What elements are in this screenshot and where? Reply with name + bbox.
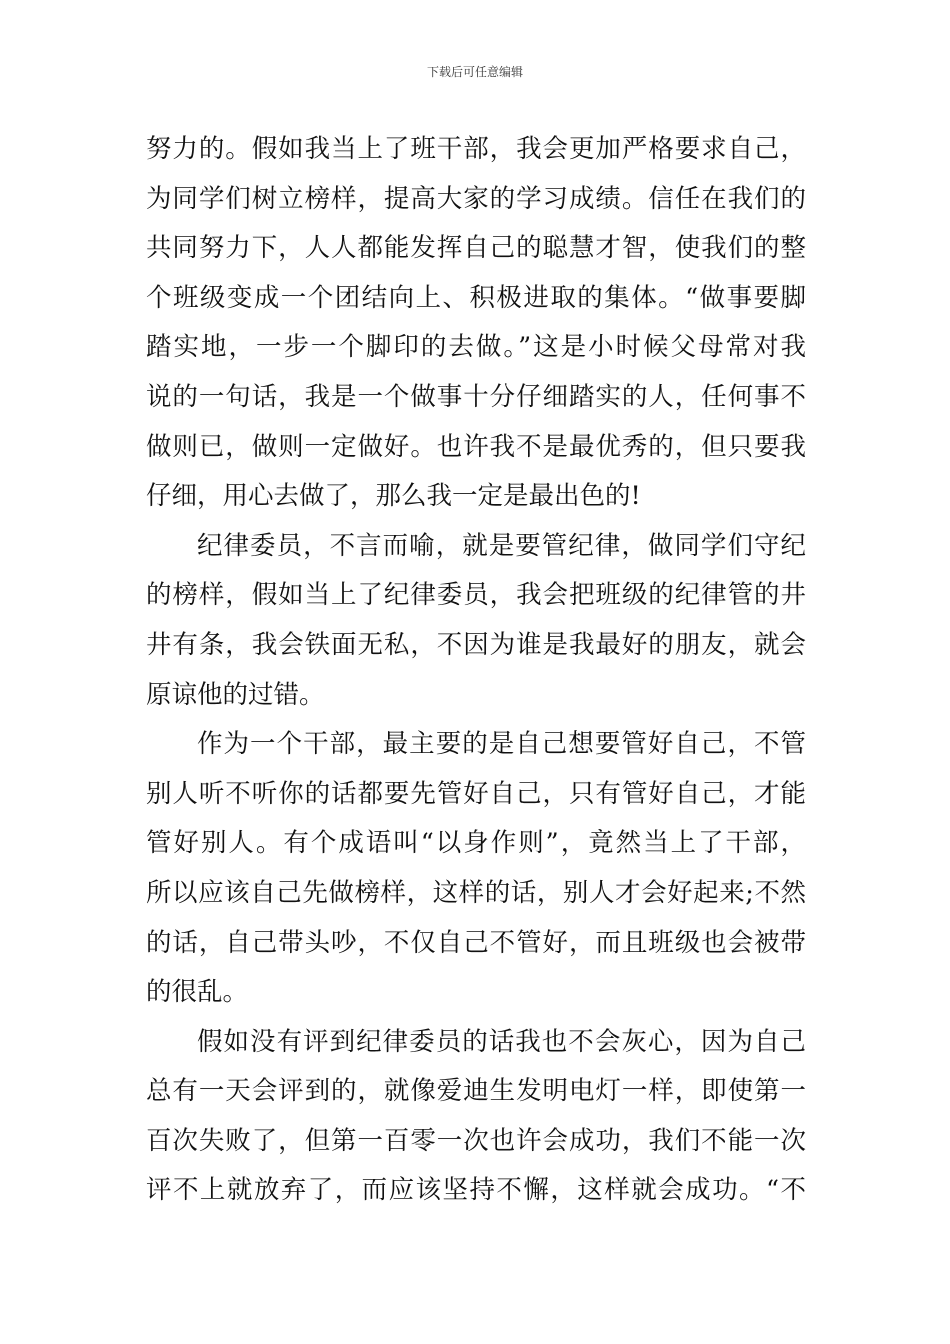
text-line: 为同学们树立榜样，提高大家的学习成绩。信任在我们的 bbox=[146, 183, 806, 214]
text-line: 总有一天会评到的，就像爱迪生发明电灯一样，即使第一 bbox=[146, 1076, 806, 1107]
page-header-note: 下载后可任意编辑 bbox=[426, 65, 523, 79]
text-line: 做则已，做则一定做好。也许我不是最优秀的，但只要我 bbox=[146, 431, 806, 462]
text-line: 管好别人。有个成语叫“以身作则”，竟然当上了干部， bbox=[146, 828, 806, 859]
body-text bbox=[146, 125, 806, 1216]
text-line: 仔细，用心去做了，那么我一定是最出色的! bbox=[146, 481, 641, 512]
text-line: 的很乱。 bbox=[146, 977, 249, 1008]
text-line: 作为一个干部，最主要的是自己想要管好自己，不管 bbox=[197, 729, 806, 760]
text-line: 的榜样，假如当上了纪律委员，我会把班级的纪律管的井 bbox=[146, 580, 806, 611]
text-line: 说的一句话，我是一个做事十分仔细踏实的人，任何事不 bbox=[146, 381, 806, 412]
text-line: 纪律委员，不言而喻，就是要管纪律，做同学们守纪 bbox=[197, 530, 806, 561]
text-line: 共同努力下，人人都能发挥自己的聪慧才智，使我们的整 bbox=[146, 233, 806, 264]
text-line: 所以应该自己先做榜样，这样的话，别人才会好起来;不然 bbox=[146, 877, 806, 908]
text-line: 百次失败了，但第一百零一次也许会成功，我们不能一次 bbox=[146, 1125, 806, 1156]
text-line: 井有条，我会铁面无私，不因为谁是我最好的朋友，就会 bbox=[146, 629, 806, 660]
text-line: 原谅他的过错。 bbox=[146, 679, 325, 710]
text-line: 假如没有评到纪律委员的话我也不会灰心，因为自己 bbox=[197, 1026, 806, 1057]
text-line: 个班级变成一个团结向上、积极进取的集体。“做事要脚 bbox=[146, 282, 806, 313]
text-line: 的话，自己带头吵，不仅自己不管好，而且班级也会被带 bbox=[146, 927, 806, 958]
text-line: 努力的。假如我当上了班干部，我会更加严格要求自己， bbox=[146, 134, 806, 164]
text-line: 踏实地，一步一个脚印的去做。”这是小时候父母常对我 bbox=[146, 332, 806, 363]
text-line: 别人听不听你的话都要先管好自己，只有管好自己，才能 bbox=[146, 778, 806, 809]
text-line: 评不上就放弃了，而应该坚持不懈，这样就会成功。“不 bbox=[146, 1175, 806, 1206]
